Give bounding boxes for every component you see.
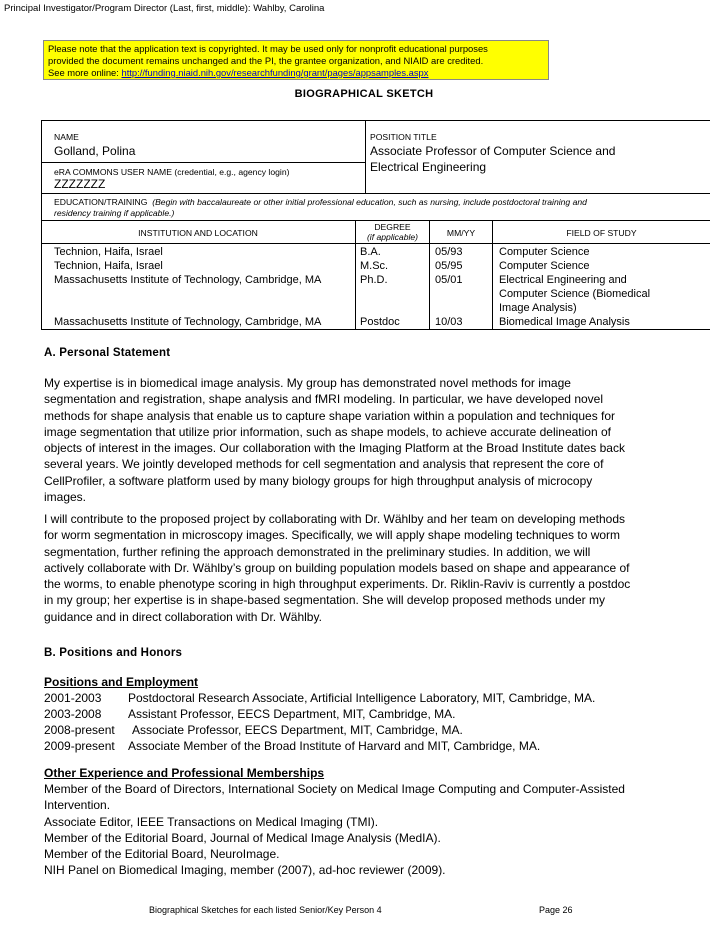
era-label: eRA COMMONS USER NAME (credential, e.g., agency login): [54, 167, 290, 177]
position-row-text: Associate Professor, EECS Department, MIT, Cambridge, MA.: [132, 723, 463, 737]
other-experience-line: Member of the Editorial Board, NeuroImage.: [44, 847, 280, 862]
p1-line: methods for shape analysis that enable us to capture shape variation within a population and techniques for: [44, 408, 616, 423]
p1-line: segmentation and registration, shape analysis and fMRI modeling. In particular, we have developed novel: [44, 392, 604, 407]
p2-line: actively collaborate with Dr. Wählby’s group on building population models based on shape and appearance of: [44, 560, 630, 575]
edu-note-line-1: (Begin with baccalaureate or other initial professional education, such as nursing, include postdoctoral training and: [152, 197, 587, 207]
edu-row-2-mmyy: 05/95: [435, 260, 463, 272]
p2-line: in my group; her expertise is in shape-based segmentation. She will develop proposed methods under my: [44, 593, 605, 608]
other-experience-line: Member of the Board of Directors, International Society on Medical Image Computing and Computer-Assisted: [44, 782, 625, 796]
form-left-border: [41, 120, 42, 330]
edu-row-2-institution: Technion, Haifa, Israel: [54, 260, 163, 272]
p1-line: images.: [44, 490, 87, 505]
pi-header-line: Principal Investigator/Program Director (Last, first, middle): Wahlby, Carolina: [4, 3, 325, 14]
edu-row-4-institution: Massachusetts Institute of Technology, Cambridge, MA: [54, 316, 322, 328]
notice-prefix: See more online:: [48, 67, 122, 78]
notice-line-3: [48, 67, 544, 79]
position-value-line-2: Electrical Engineering: [370, 160, 487, 174]
edu-header-top: [41, 220, 710, 221]
position-value-line-1: Associate Professor of Computer Science and: [370, 144, 616, 158]
other-experience-line: Intervention.: [44, 798, 111, 813]
edu-row-1-field: Computer Science: [499, 246, 590, 258]
position-row-text: Postdoctoral Research Associate, Artificial Intelligence Laboratory, MIT, Cambridge, MA.: [128, 691, 596, 705]
p2-line: I will contribute to the proposed project by collaborating with Dr. Wählby and her team on developing methods: [44, 512, 625, 526]
form-top-border: [41, 120, 710, 121]
section-a-heading: A. Personal Statement: [44, 347, 171, 359]
edu-row-3-field-line-3: Image Analysis): [499, 302, 577, 314]
edu-row-4-degree: Postdoc: [360, 316, 400, 328]
edu-header-bottom: [41, 243, 710, 244]
edu-table-bottom: [41, 329, 710, 330]
position-row-years: 2003-2008: [44, 707, 102, 721]
era-bottom-border: [41, 193, 710, 194]
edu-row-3-field-line-2: Computer Science (Biomedical: [499, 288, 651, 300]
edu-row-3-institution: Massachusetts Institute of Technology, Cambridge, MA: [54, 274, 322, 286]
p1-line: image segmentation that utilize prior information, such as shape models, to achieve accurate delineation of: [44, 424, 611, 439]
footer-page-number: Page 26: [539, 905, 573, 915]
other-experience-line: Member of the Editorial Board, Journal of Medical Image Analysis (MedIA).: [44, 830, 441, 845]
edu-row-4-field: Biomedical Image Analysis: [499, 316, 630, 328]
position-row-text: Associate Member of the Broad Institute of Harvard and MIT, Cambridge, MA.: [128, 739, 541, 753]
p2-line: the worms, to enable phenotype scoring in high throughput experiments. Dr. Riklin-Raviv is currently a postdoc: [44, 577, 631, 592]
name-divider: [41, 162, 365, 163]
notice-line-2: provided the document remains unchanged and the PI, the grantee organization, and NIAID are credited.: [48, 55, 484, 66]
personal-statement-p1: [44, 375, 625, 505]
other-experience-line: Associate Editor, IEEE Transactions on Medical Imaging (TMI).: [44, 814, 379, 829]
edu-row-1-degree: B.A.: [360, 246, 381, 258]
position-row-years: 2009-present: [44, 739, 115, 753]
p2-line: guidance and in direct collaboration with Dr. Wählby.: [44, 609, 322, 624]
p1-line: My expertise is in biomedical image analysis. My group has demonstrated novel methods for image: [44, 376, 571, 390]
copyright-notice: [43, 40, 549, 80]
edu-row-1-institution: Technion, Haifa, Israel: [54, 246, 163, 258]
edu-row-2-field: Computer Science: [499, 260, 590, 272]
name-value: Golland, Polina: [54, 144, 136, 158]
other-experience-list: [44, 781, 625, 879]
col-header-degree: DEGREE: [374, 222, 411, 232]
edu-row-3-degree: Ph.D.: [360, 274, 388, 286]
edu-row-1-mmyy: 05/93: [435, 246, 463, 258]
edu-row-3-mmyy: 05/01: [435, 274, 463, 286]
other-experience-heading: Other Experience and Professional Memberships: [44, 766, 325, 780]
col-header-institution: INSTITUTION AND LOCATION: [138, 228, 258, 238]
edu-label: EDUCATION/TRAINING: [54, 197, 148, 207]
position-row-years: 2008-present: [44, 723, 115, 737]
name-label: NAME: [54, 132, 79, 142]
era-value: ZZZZZZZ: [54, 177, 106, 191]
appsamples-link[interactable]: http://funding.niaid.nih.gov/researchfunding/grant/pages/appsamples.aspx: [121, 67, 429, 78]
footer-center-text: Biographical Sketches for each listed Senior/Key Person 4: [149, 905, 382, 915]
position-row-text: Assistant Professor, EECS Department, MIT, Cambridge, MA.: [128, 707, 456, 721]
p2-line: for worm segmentation in microscopy images. Specifically, we will apply shape modeling techniques to worm: [44, 528, 621, 543]
positions-heading: Positions and Employment: [44, 675, 199, 689]
edu-row-3-field-line-1: Electrical Engineering and: [499, 274, 627, 286]
p1-line: objects of interest in the images. Our collaboration with the Imaging Platform at the Broad Institute dates back: [44, 441, 625, 456]
col-header-mmyy: MM/YY: [446, 228, 476, 238]
col-header-field: FIELD OF STUDY: [566, 228, 637, 238]
edu-row-2-degree: M.Sc.: [360, 260, 389, 272]
p2-line: segmentation, further refining the approach demonstrated in the preliminary studies. In addition, we will: [44, 544, 591, 559]
education-label-line: [54, 197, 587, 207]
document-title: BIOGRAPHICAL SKETCH: [294, 88, 434, 100]
col-header-degree-note: (if applicable): [366, 232, 419, 242]
section-b-heading: B. Positions and Honors: [44, 647, 183, 659]
edu-row-4-mmyy: 10/03: [435, 316, 463, 328]
notice-line-1: Please note that the application text is copyrighted. It may be used only for nonprofit educational purposes: [48, 43, 488, 54]
position-col-divider: [365, 120, 366, 193]
position-label: POSITION TITLE: [370, 132, 437, 142]
p1-line: several years. We jointly developed methods for cell segmentation and analysis that represent the core of: [44, 457, 604, 472]
other-experience-line: NIH Panel on Biomedical Imaging, member (2007), ad-hoc reviewer (2009).: [44, 863, 446, 878]
position-row-years: 2001-2003: [44, 691, 102, 705]
personal-statement-p2: [44, 511, 630, 625]
edu-note-line-2: residency training if applicable.): [54, 208, 175, 218]
p1-line: CellProfiler, a software platform used by many biology groups for high throughput analysis of microcopy: [44, 473, 593, 488]
